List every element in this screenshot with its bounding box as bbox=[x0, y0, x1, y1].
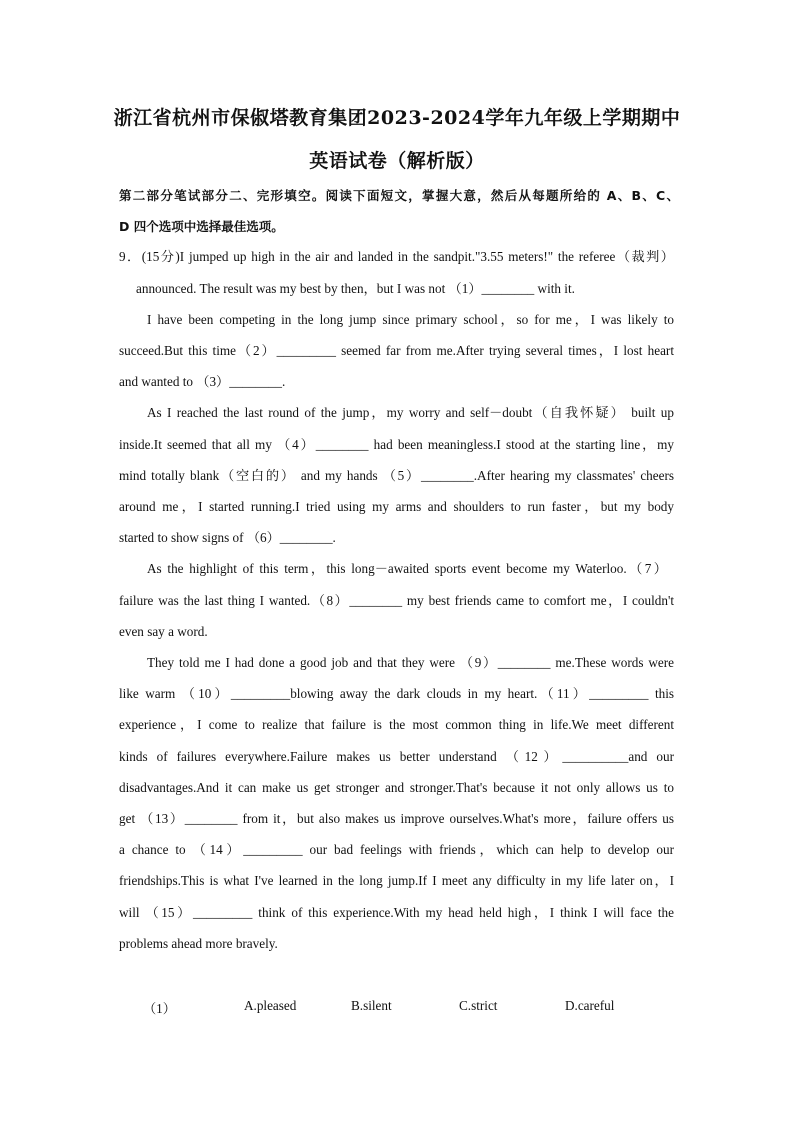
passage-line: As I reached the last round of the jump，my worry and self－doubt（自我怀疑） built up bbox=[147, 405, 674, 420]
passage-line: like warm （10）_________blowing away the dark clouds in my heart.（11）_________ this bbox=[119, 686, 674, 701]
passage-line: They told me I had done a good job and that they were （9）________ me.These words were bbox=[147, 655, 674, 670]
passage-line: problems ahead more bravely. bbox=[119, 936, 278, 951]
section-instructions bbox=[119, 180, 679, 242]
document-title-line-2: 英语试卷（解析版） bbox=[309, 150, 485, 172]
option-c[interactable]: C.strict bbox=[459, 998, 498, 1013]
passage-line: succeed.But this time（2）_________ seemed far from me.After trying several times，I lost heart bbox=[119, 343, 674, 358]
question-number: （1） bbox=[143, 1001, 176, 1016]
option-b[interactable]: B.silent bbox=[351, 998, 392, 1013]
document-title-line-1: 浙江省杭州市保俶塔教育集团2023-2024学年九年级上学期期中 bbox=[113, 107, 681, 129]
passage-line: failure was the last thing I wanted.（8）________ my best friends came to comfort me，I couldn't bbox=[119, 593, 674, 608]
passage-line: and wanted to （3）________. bbox=[119, 374, 286, 389]
passage-line: mind totally blank（空白的） and my hands （5）________.After hearing my classmates' cheers bbox=[119, 468, 674, 483]
passage-line: announced. The result was my best by then，but I was not （1）________ with it. bbox=[136, 281, 575, 296]
passage-line: around me，I started running.I tried using my arms and shoulders to run faster，but my body bbox=[119, 499, 674, 514]
passage-line: As the highlight of this term，this long－awaited sports event become my Waterloo.（7） bbox=[147, 561, 667, 576]
passage-line: kinds of failures everywhere.Failure makes us better understand （12）__________and our bbox=[119, 749, 674, 764]
passage-line: get （13）________ from it，but also makes us improve ourselves.What's more，failure offers us bbox=[119, 811, 674, 826]
passage-line: friendships.This is what I've learned in the long jump.If I meet any difficulty in my life later on，I bbox=[119, 873, 674, 888]
passage-line: a chance to （14）_________ our bad feelings with friends，which can help to develop our bbox=[119, 842, 674, 857]
passage-line: disadvantages.And it can make us get stronger and stronger.That's because it not only allows us to bbox=[119, 780, 674, 795]
passage-line: started to show signs of （6）________. bbox=[119, 530, 336, 545]
passage-line: inside.It seemed that all my （4）________ had been meaningless.I stood at the starting line，my bbox=[119, 437, 674, 452]
passage-line: 9．(15分)I jumped up high in the air and landed in the sandpit."3.55 meters!" the referee（裁判） bbox=[119, 249, 674, 264]
section-instructions-line-2: D 四个选项中选择最佳选项。 bbox=[119, 219, 284, 234]
passage-line: will （15）_________ think of this experience.With my head held high，I think I will face the bbox=[119, 905, 674, 920]
option-a[interactable]: A.pleased bbox=[244, 998, 297, 1013]
passage-line: I have been competing in the long jump since primary school，so for me，I was likely to bbox=[147, 312, 674, 327]
section-instructions-line-1: 第二部分笔试部分二、完形填空。阅读下面短文，掌握大意，然后从每题所给的 A、B、C、 bbox=[119, 188, 679, 203]
option-d[interactable]: D.careful bbox=[565, 998, 615, 1013]
passage-line: even say a word. bbox=[119, 624, 208, 639]
passage-line: experience，I come to realize that failure is the most common thing in life.We meet different bbox=[119, 717, 674, 732]
